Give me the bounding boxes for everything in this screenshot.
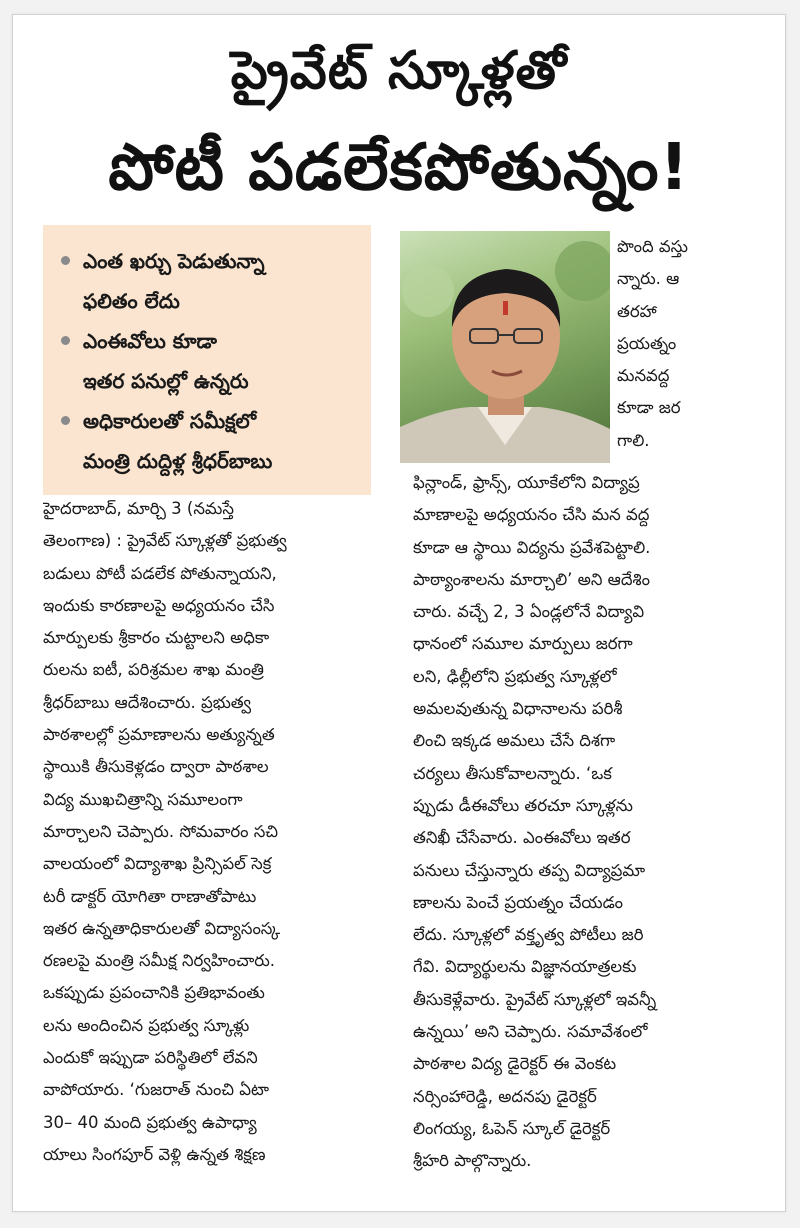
side-text-line: పొంది వస్తు (617, 237, 688, 256)
article-line: ప్పుడు డీఈవోలు తరచూ స్కూళ్లను (413, 795, 633, 815)
article-line: పాఠశాల విద్య డైరెక్టర్ ఈ వెంకట (413, 1054, 617, 1074)
article-line: మార్పులకు శ్రీకారం చుట్టాలని అధికా (43, 628, 270, 648)
article-line: ఫిన్లాండ్, ఫ్రాన్స్, యూకేలోని విద్యాప్ర (413, 473, 640, 492)
article-line: పనులు చేస్తున్నారు తప్ప విద్యాప్రమా (413, 860, 646, 880)
article-line: తీసుకెళ్లేవారు. ప్రైవేట్ స్కూళ్లలో ఇవన్నీ (413, 989, 657, 1009)
article-line: విద్య ముఖచిత్రాన్ని సమూలంగా (43, 789, 243, 809)
side-text-line: తరహా (617, 301, 657, 321)
article-line: రణలపై మంత్రి సమీక్ష నిర్వహించారు. (43, 951, 276, 971)
article-line: ణాలను పెంచే ప్రయత్నం చేయడం (413, 892, 623, 912)
article-line: లను అందించిన ప్రభుత్వ స్కూళ్లు (43, 1015, 250, 1035)
newspaper-clipping (12, 14, 786, 1212)
portrait-illustration (400, 231, 610, 463)
article-line: రులను ఐటీ, పరిశ్రమల శాఖ మంత్రి (43, 660, 264, 680)
article-line: ఇతర ఉన్నతాధికారులతో విద్యాసంస్క (43, 918, 281, 938)
article-line: ఇందుకు కారణాలపై అధ్యయనం చేసి (43, 595, 275, 615)
article-line: తనిఖీ చేసేవారు. ఎంఈవోలు ఇతర (413, 828, 631, 848)
article-line: లించి ఇక్కడ అమలు చేసే దిశగా (413, 731, 616, 751)
side-text-line: మనవద్ద (617, 366, 670, 386)
article-line: శ్రీధర్‌బాబు ఆదేశించారు. ప్రభుత్వ (43, 692, 252, 712)
article-line: అమలవుతున్న విధానాలను పరిశీ (413, 699, 623, 719)
article-line: టరీ డాక్టర్ యోగితా రాణాతోపాటు (43, 886, 257, 906)
highlight-text: ఎంత ఖర్చు పెడుతున్నా (83, 249, 265, 273)
article-line: వాలయంలో విద్యాశాఖ ప్రిన్సిపల్ సెక్ర (43, 854, 272, 874)
article-left-column (43, 493, 371, 1171)
side-text-line: ప్రయత్నం (617, 333, 677, 353)
side-text-line: న్నారు. ఆ (617, 269, 680, 289)
article-line: వాపోయారు. ‘గుజరాత్ నుంచి ఏటా (43, 1080, 270, 1100)
article-line: స్థాయికి తీసుకెళ్లడం ద్వారా పాఠశాల (43, 757, 269, 777)
photo-side-column (617, 231, 767, 457)
article-line: గేవి. విద్యార్థులను విజ్ఞానయాత్రలకు (413, 957, 637, 977)
article-line: ధానంలో సమూల మార్పులు జరగా (413, 634, 633, 654)
article-line: మాణాలపై అధ్యయనం చేసి మన వద్ద (413, 505, 650, 525)
bullet-icon (61, 256, 70, 265)
article-line: ఎందుకో ఇప్పుడా పరిస్థితిలో లేవని (43, 1048, 258, 1068)
bullet-icon (61, 416, 70, 425)
highlight-item (61, 401, 371, 481)
side-text-line: గాలి. (617, 430, 650, 450)
highlight-text: ఫలితం లేదు (83, 289, 180, 313)
article-line: హైదరాబాద్, మార్చి 3 (నమస్తే (43, 499, 234, 518)
article-line: ఒకప్పుడు ప్రపంచానికి ప్రతిభావంతు (43, 983, 265, 1003)
article-line: 30– 40 మంది ప్రభుత్వ ఉపాధ్యా (43, 1112, 257, 1132)
highlight-text: ఇతర పనుల్లో ఉన్నరు (83, 369, 249, 393)
article-line: యాలు సింగపూర్ వెళ్లి ఉన్నత శిక్షణ (43, 1144, 266, 1164)
highlight-text: అధికారులతో సమీక్షలో (83, 409, 257, 433)
article-line: నర్సింహారెడ్డి, అదనపు డైరెక్టర్ (413, 1086, 597, 1106)
highlights-box (43, 225, 371, 495)
article-line: చారు. వచ్చే 2, 3 ఏండ్లలోనే విద్యావి (413, 602, 645, 622)
article-line: శ్రీహరి పాల్గొన్నారు. (413, 1151, 532, 1171)
highlight-item (61, 321, 371, 401)
bullet-icon (61, 336, 70, 345)
article-line: లేదు. స్కూళ్లలో వక్తృత్వ పోటీలు జరి (413, 925, 644, 945)
article-line: లింగయ్య, ఓపెన్ స్కూల్ డైరెక్టర్ (413, 1118, 611, 1138)
highlight-item (61, 241, 371, 321)
article-line: లని, ఢిల్లీలోని ప్రభుత్వ స్కూళ్లలో (413, 666, 617, 686)
highlight-text: మంత్రి దుద్దిళ్ల శ్రీధర్‌బాబు (83, 449, 273, 473)
article-right-column (413, 467, 767, 1178)
article-line: పాఠశాలల్లో ప్రమాణాలను అత్యున్నత (43, 725, 275, 745)
side-text-line: కూడా జర (617, 398, 681, 418)
article-line: బడులు పోటీ పడలేక పోతున్నాయని, (43, 563, 277, 583)
article-line: చర్యలు తీసుకోవాలన్నారు. ‘ఒక (413, 763, 612, 783)
headline-line-1: ప్రైవేట్ స్కూళ్లతో (230, 41, 568, 101)
highlight-text: ఎంఈవోలు కూడా (83, 329, 217, 353)
article-line: తెలంగాణ) : ప్రైవేట్ స్కూళ్లతో ప్రభుత్వ (43, 531, 287, 551)
article-line: మార్చాలని చెప్పారు. సోమవారం సచి (43, 821, 278, 841)
article-line: పాఠ్యాంశాలను మార్చాలి’ అని ఆదేశిం (413, 569, 650, 589)
article-line: ఉన్నయి’ అని చెప్పారు. సమావేశంలో (413, 1022, 648, 1042)
headline-line-2: పోటీ పడలేకపోతున్నం! (108, 131, 690, 205)
minister-photo (400, 231, 610, 463)
article-line: కూడా ఆ స్థాయి విద్యను ప్రవేశపెట్టాలి. (413, 537, 651, 557)
